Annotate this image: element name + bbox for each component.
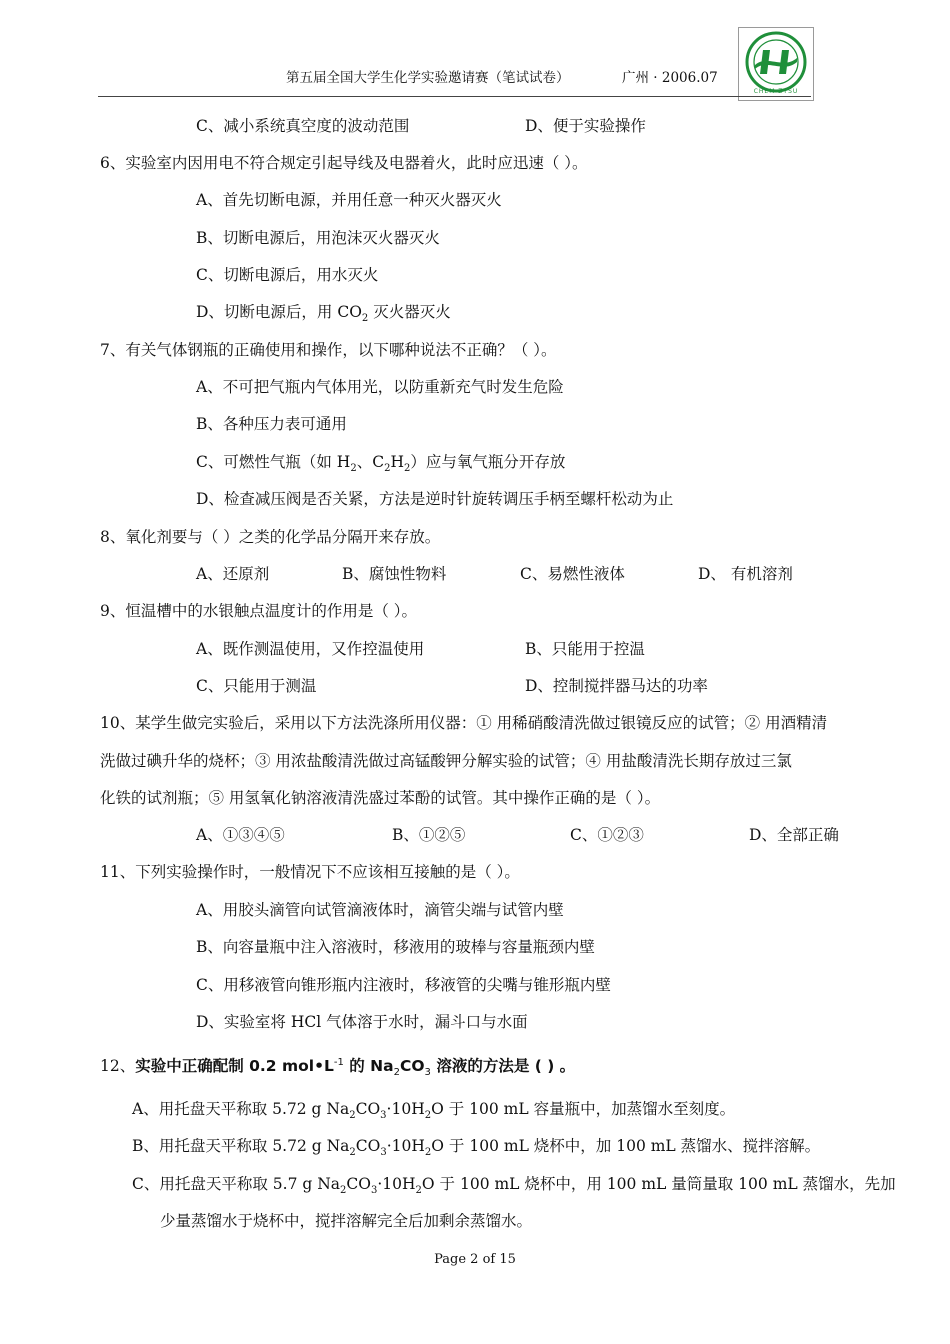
header-rule (98, 96, 811, 97)
q12-option-a-sub: 2 (424, 1110, 432, 1121)
q12-option-a-part: ·10H (386, 1100, 425, 1118)
q8-option-c: C、易燃性液体 (520, 565, 625, 583)
q6-option-b: B、切断电源后，用泡沫灭火器灭火 (196, 229, 440, 247)
q7-option-c (196, 452, 565, 472)
q8-option-a: A、还原剂 (196, 565, 270, 583)
q9-option-a: A、既作测温使用，又作控温使用 (196, 640, 425, 658)
q12-option-b-part: ·10H (386, 1137, 425, 1155)
q12-stem-part: 溶液的方法是 ( ) 。 (430, 1057, 576, 1075)
q7-option-c-sub: 2 (350, 463, 357, 474)
q12-stem-sub: 2 (393, 1067, 400, 1078)
q10-stem-line-3: 化铁的试剂瓶；⑤ 用氢氧化钠溶液清洗盛过苯酚的试管。其中操作正确的是（ ）。 (100, 789, 661, 807)
q11-option-d: D、实验室将 HCl 气体溶于水时，漏斗口与水面 (196, 1013, 528, 1031)
q9-option-c: C、只能用于测温 (196, 677, 317, 695)
q10-stem-line-1: 10、某学生做完实验后，采用以下方法洗涤所用仪器：① 用稀硝酸清洗做过银镜反应的试管；② 用酒精清 (100, 714, 828, 732)
q12-option-b-sub: 2 (349, 1147, 356, 1158)
q12-option-a-sub: 3 (380, 1110, 387, 1121)
q8-option-d: D、 有机溶剂 (698, 565, 793, 583)
q12-option-a (132, 1099, 735, 1119)
q11-option-b: B、向容量瓶中注入溶液时，移液用的玻棒与容量瓶颈内壁 (196, 938, 595, 956)
q10-option-a: A、①③④⑤ (196, 826, 285, 844)
q7-option-b: B、各种压力表可通用 (196, 415, 347, 433)
q8-option-b: B、腐蚀性物料 (342, 565, 447, 583)
q11-option-a: A、用胶头滴管向试管滴液体时，滴管尖端与试管内壁 (196, 901, 564, 919)
q12-option-c-sub: 2 (415, 1185, 422, 1196)
q12-option-a-part: CO (355, 1100, 381, 1118)
q12-option-b-part: O 于 100 mL 烧杯中，加 100 mL 蒸馏水、搅拌溶解。 (431, 1137, 821, 1155)
q6-option-d-post: 灭火器灭火 (368, 303, 451, 321)
page-number: Page 2 of 15 (434, 1252, 516, 1267)
logo-text: CHEM ZYSU (753, 88, 799, 95)
q9-option-b: B、只能用于控温 (525, 640, 645, 658)
q12-option-a-part: O 于 100 mL 容量瓶中，加蒸馏水至刻度。 (431, 1100, 736, 1118)
q6-stem: 6、实验室内因用电不符合规定引起导线及电器着火，此时应迅速（ ）。 (100, 154, 588, 172)
q12-stem-part: CO (399, 1057, 425, 1075)
q12-stem-part: 实验中正确配制 0.2 mol•L (135, 1057, 334, 1075)
q12-option-a-sub: 2 (349, 1110, 356, 1121)
q12-stem (100, 1056, 575, 1076)
q12-option-c-part: C、用托盘天平称取 5.7 g Na (132, 1175, 341, 1193)
q7-option-c-sub: 2 (384, 463, 391, 474)
q11-stem: 11、下列实验操作时，一般情况下不应该相互接触的是（ ）。 (100, 863, 520, 881)
q12-option-b (132, 1136, 820, 1156)
q8-stem: 8、氧化剂要与（ ）之类的化学品分隔开来存放。 (100, 528, 441, 546)
q7-option-d: D、检查减压阀是否关紧，方法是逆时针旋转调压手柄至螺杆松动为止 (196, 490, 674, 508)
q7-option-c-part: C、可燃性气瓶（如 H (196, 453, 351, 471)
q12-option-c-sub: 2 (340, 1185, 347, 1196)
q10-option-b: B、①②⑤ (392, 826, 466, 844)
q6-option-d-sub: 2 (361, 313, 369, 324)
q12-option-c-continued: 少量蒸馏水于烧杯中，搅拌溶解完全后加剩余蒸馏水。 (160, 1212, 533, 1230)
q12-option-b-sub: 3 (380, 1147, 387, 1158)
q6-option-d (196, 302, 451, 322)
place-date: 广州 · 2006.07 (622, 70, 718, 86)
q12-option-a-part: A、用托盘天平称取 5.72 g Na (132, 1100, 350, 1118)
q12-stem-sup: -1 (333, 1056, 344, 1068)
q7-option-c-part: 、C (356, 453, 385, 471)
q6-option-c: C、切断电源后，用水灭火 (196, 266, 379, 284)
q7-stem: 7、有关气体钢瓶的正确使用和操作，以下哪种说法不正确？（ ）。 (100, 341, 557, 359)
q12-stem-part: 的 Na (343, 1057, 394, 1075)
q10-option-d: D、全部正确 (749, 826, 839, 844)
q7-option-c-sub: 2 (403, 463, 411, 474)
q12-option-b-part: B、用托盘天平称取 5.72 g Na (132, 1137, 350, 1155)
q12-option-b-sub: 2 (424, 1147, 432, 1158)
q12-option-c-part: CO (346, 1175, 371, 1193)
exam-title: 第五届全国大学生化学实验邀请赛（笔试试卷） (286, 70, 570, 86)
q12-stem-sub: 3 (424, 1067, 431, 1078)
q10-option-c: C、①②③ (570, 826, 644, 844)
q12-option-b-part: CO (355, 1137, 381, 1155)
q9-option-d: D、控制搅拌器马达的功率 (525, 677, 708, 695)
q7-option-c-part: ）应与氧气瓶分开存放 (410, 453, 566, 471)
q7-option-c-part: H (390, 453, 404, 471)
q5-option-d: D、便于实验操作 (525, 117, 646, 135)
q12-number: 12、 (100, 1057, 136, 1075)
q12-option-c (132, 1174, 896, 1194)
q9-stem: 9、恒温槽中的水银触点温度计的作用是（ ）。 (100, 602, 418, 620)
q12-option-c-sub: 3 (370, 1185, 378, 1196)
chemistry-logo (738, 27, 814, 101)
q12-option-c-part: ·10H (377, 1175, 416, 1193)
q10-stem-line-2: 洗做过碘升华的烧杯；③ 用浓盐酸清洗做过高锰酸钾分解实验的试管；④ 用盐酸清洗长期存放过三氯 (100, 752, 792, 770)
q6-option-d-pre: D、切断电源后，用 CO (196, 303, 362, 321)
q12-option-c-part: O 于 100 mL 烧杯中，用 100 mL 量筒量取 100 mL 蒸馏水，先加 (421, 1175, 896, 1193)
q6-option-a: A、首先切断电源，并用任意一种灭火器灭火 (196, 191, 502, 209)
q5-option-c: C、减小系统真空度的波动范围 (196, 117, 410, 135)
q7-option-a: A、不可把气瓶内气体用光，以防重新充气时发生危险 (196, 378, 564, 396)
q11-option-c: C、用移液管向锥形瓶内注液时，移液管的尖嘴与锥形瓶内壁 (196, 976, 611, 994)
